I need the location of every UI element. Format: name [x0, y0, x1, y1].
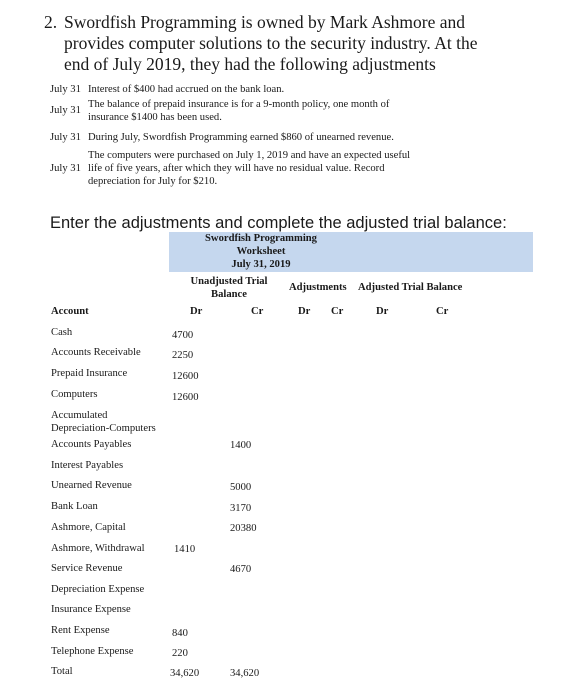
account-name: Telephone Expense [51, 646, 134, 657]
adjustment-text: During July, Swordfish Programming earned $860 of unearned revenue. [88, 132, 394, 143]
account-name: Total [51, 666, 73, 677]
dr-value: 12600 [172, 392, 199, 403]
unadjusted-dr-header: Dr [190, 306, 203, 317]
account-name: Service Revenue [51, 563, 123, 574]
cr-value: 4670 [230, 564, 252, 575]
adjustments-cr-header: Cr [331, 306, 344, 317]
account-header: Account [51, 306, 89, 317]
cr-value: 20380 [230, 523, 257, 534]
cr-value: 5000 [230, 482, 252, 493]
account-name: Accumulated [51, 410, 108, 421]
account-name: Depreciation Expense [51, 584, 145, 595]
dr-value: 840 [172, 628, 188, 639]
account-name: Cash [51, 327, 73, 338]
question-line-2: provides computer solutions to the security industry. At the [64, 33, 478, 53]
account-name: Rent Expense [51, 625, 110, 636]
company-name: Swordfish Programming [205, 233, 317, 244]
adjustment-date: July 31 [50, 163, 81, 174]
worksheet-date: July 31, 2019 [231, 259, 291, 270]
account-name: Accounts Receivable [51, 347, 141, 358]
cr-value: 3170 [230, 503, 252, 514]
adjustment-text: Interest of $400 had accrued on the bank loan. [88, 84, 285, 95]
adjusted-cr-header: Cr [436, 306, 449, 317]
adjustment-text: The balance of prepaid insurance is for a 9-month policy, one month of [88, 99, 390, 110]
adjustments-header: Adjustments [289, 282, 347, 293]
account-name: Interest Payables [51, 460, 124, 471]
adjustment-date: July 31 [50, 84, 81, 95]
dr-value: 1410 [174, 544, 196, 555]
adjustment-date: July 31 [50, 105, 81, 116]
dr-value: 12600 [172, 371, 199, 382]
question-line-1: Swordfish Programming is owned by Mark Ashmore and [64, 12, 466, 32]
dr-value: 2250 [172, 350, 194, 361]
account-name: Unearned Revenue [51, 480, 132, 491]
adjustment-text: depreciation for July for $210. [88, 176, 218, 187]
account-name: Computers [51, 389, 98, 400]
adjustment-text: The computers were purchased on July 1, 2019 and have an expected useful [88, 150, 411, 161]
account-name: Insurance Expense [51, 604, 131, 615]
worksheet-title: Worksheet [236, 246, 286, 257]
instruction-text: Enter the adjustments and complete the adjusted trial balance: [50, 214, 507, 232]
unadjusted-header-line1: Unadjusted Trial [190, 276, 268, 287]
account-name: Accounts Payables [51, 439, 132, 450]
account-name: Ashmore, Capital [51, 522, 126, 533]
account-name: Prepaid Insurance [51, 368, 128, 379]
dr-total: 34,620 [170, 668, 200, 679]
dr-value: 4700 [172, 330, 194, 341]
question-text [44, 12, 564, 75]
account-name: Ashmore, Withdrawal [51, 543, 145, 554]
account-name: Bank Loan [51, 501, 98, 512]
adjustments-dr-header: Dr [298, 306, 311, 317]
unadjusted-header-line2: Balance [211, 289, 247, 300]
unadjusted-cr-header: Cr [251, 306, 264, 317]
account-name-line2: Depreciation-Computers [51, 423, 156, 434]
question-line-3: end of July 2019, they had the following adjustments [64, 54, 436, 74]
cr-total: 34,620 [230, 668, 260, 679]
question-number: 2. [44, 12, 58, 32]
adjustment-text: insurance $1400 has been used. [88, 112, 222, 123]
adjusted-tb-header: Adjusted Trial Balance [358, 282, 463, 293]
adjusted-dr-header: Dr [376, 306, 389, 317]
dr-value: 220 [172, 648, 188, 659]
cr-value: 1400 [230, 440, 252, 451]
adjustment-text: life of five years, after which they will have no residual value. Record [88, 163, 385, 174]
adjustment-date: July 31 [50, 132, 81, 143]
